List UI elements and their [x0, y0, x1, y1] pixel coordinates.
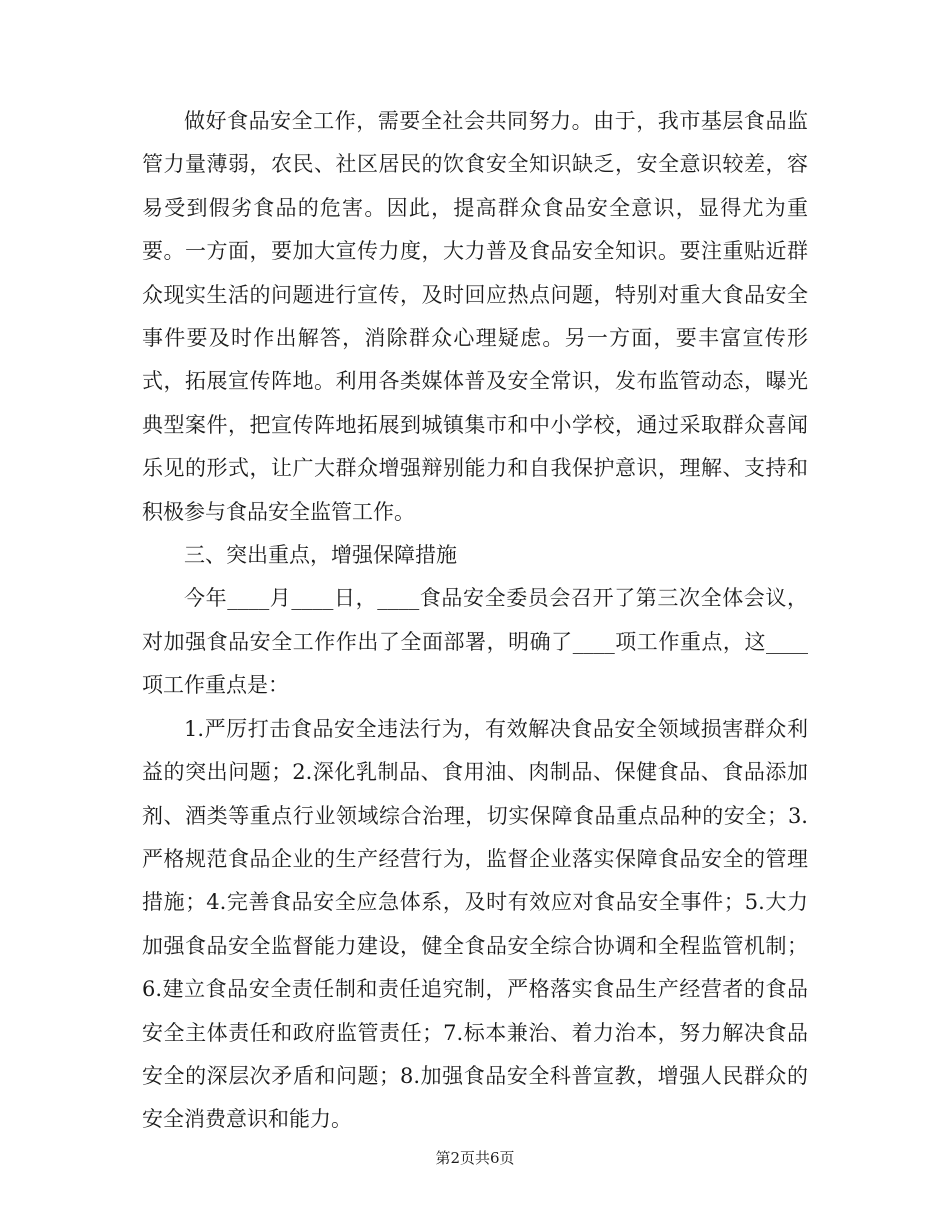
paragraph-food-safety-awareness: 做好食品安全工作，需要全社会共同努力。由于，我市基层食品监管力量薄弱，农民、社区居民的饮食安全知识缺乏，安全意识较差，容易受到假劣食品的危害。因此，提高群众食品安全意识，显得尤为重要。一方面，要加大宣传力度，大力普及食品安全知识。要注重贴近群众现实生活的问题进行宣传，及时回应热点问题，特别对重大食品安全事件要及时作出解答，消除群众心理疑虑。另一方面，要丰富宣传形式，拓展宣传阵地。利用各类媒体普及安全常识，发布监管动态，曝光典型案件，把宣传阵地拓展到城镇集市和中小学校，通过采取群众喜闻乐见的形式，让广大群众增强辩别能力和自我保护意识，理解、支持和积极参与食品安全监管工作。 [142, 109, 808, 524]
section-heading-three: 三、突出重点，增强保障措施 [184, 543, 457, 568]
paragraph-work-priorities: 1.严厉打击食品安全违法行为，有效解决食品安全领域损害群众利益的突出问题；2.深化乳制品、食用油、肉制品、保健食品、食品添加剂、酒类等重点行业领域综合治理，切实保障食品重点品种的安全；3.严格规范食品企业的生产经营行为，监督企业落实保障食品安全的管理措施；4.完善食品安全应急体系，及时有效应对食品安全事件；5.大力加强食品安全监督能力建设，健全食品安全综合协调和全程监管机制；6.建立食品安全责任制和责任追究制，严格落实食品生产经营者的食品安全主体责任和政府监管责任；7.标本兼治、着力治本，努力解决食品安全的深层次矛盾和问题；8.加强食品安全科普宣教，增强人民群众的安全消费意识和能力。 [142, 716, 808, 1132]
paragraph-committee-meeting: 今年____月____日，____食品安全委员会召开了第三次全体会议，对加强食品安全工作作出了全面部署，明确了____项工作重点，这____项工作重点是： [142, 586, 808, 698]
document-body [142, 100, 808, 1142]
page-number-footer: 第2页共6页 [435, 1149, 515, 1167]
